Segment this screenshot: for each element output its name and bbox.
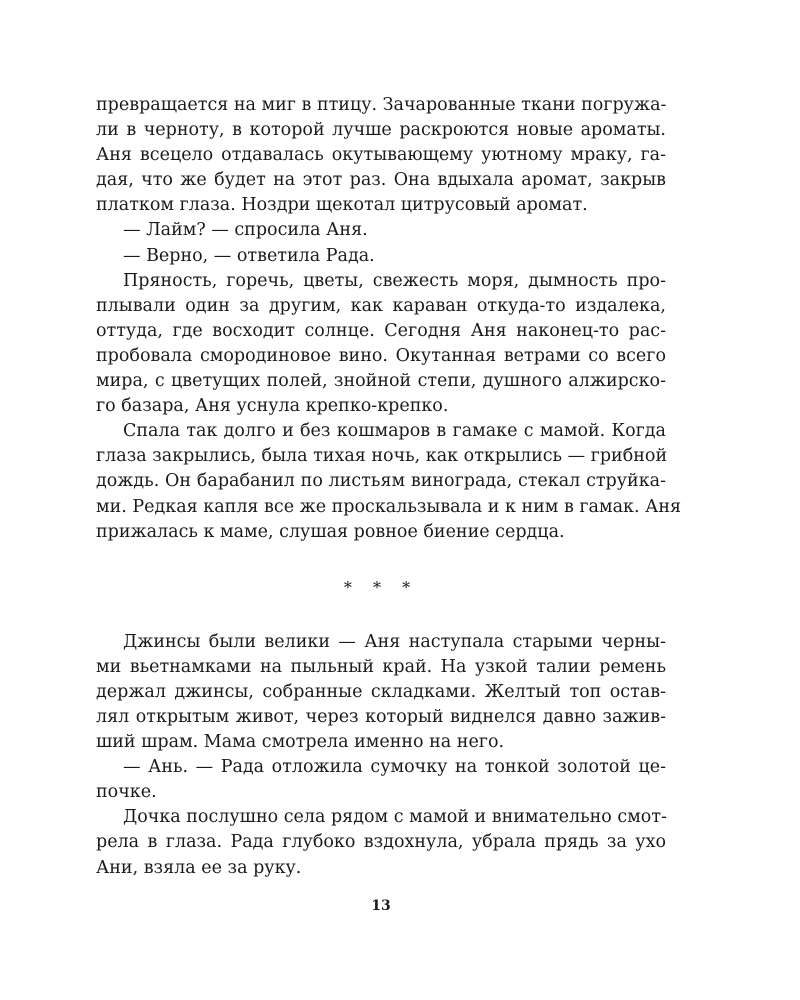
text-line: ли в черноту, в которой лучше раскроются новые ароматы.: [96, 120, 666, 141]
spacer: [96, 600, 666, 630]
dialogue-line: — Ань. — Рада отложила сумочку на тонкой золотой це-: [123, 757, 666, 778]
text-line: лял открытым живот, через который виднелся давно зажив-: [96, 706, 666, 727]
paragraph: [96, 805, 666, 880]
dialogue-line: — Верно, — ответила Рада.: [123, 245, 375, 266]
text-line: Дочка послушно села рядом с мамой и внимательно смот-: [123, 807, 667, 828]
paragraph: [96, 419, 682, 544]
text-line: го базара, Аня уснула крепко-крепко.: [96, 396, 449, 417]
text-line: дая, что же будет на этот раз. Она вдыхала аромат, закрыв: [96, 170, 666, 191]
text-line: держал джинсы, собранные складками. Желтый топ остав-: [96, 681, 666, 702]
text-line: глаза закрылись, была тихая ночь, как открылись — грибной: [96, 446, 668, 467]
dialogue-line: почке.: [96, 782, 157, 803]
text-line: оттуда, где восходит солнце. Сегодня Аня наконец-то рас-: [96, 320, 666, 341]
page-number: 13: [371, 898, 391, 914]
text-line: дождь. Он барабанил по листьям винограда, стекал струйка-: [96, 471, 666, 492]
text-line: плывали один за другим, как караван откуда-то издалека,: [96, 295, 666, 316]
text-line: Ани, взяла ее за руку.: [96, 857, 302, 878]
text-line: Джинсы были велики — Аня наступала старыми черны-: [123, 631, 666, 652]
page-text: [96, 93, 682, 881]
text-line: Спала так долго и без кошмаров в гамаке с мамой. Когда: [123, 421, 666, 442]
text-line: Пряность, горечь, цветы, свежесть моря, дымность про-: [123, 270, 666, 291]
text-line: превращается на миг в птицу. Зачарованные ткани погружа-: [96, 95, 667, 115]
paragraph: [96, 269, 666, 420]
text-line: Аня всецело отдавалась окутывающему уютному мраку, га-: [96, 145, 666, 166]
text-line: мира, с цветущих полей, знойной степи, душного алжирско-: [96, 371, 666, 392]
dialogue: [96, 755, 666, 805]
section-separator: * * *: [343, 577, 419, 597]
dialogue-line: — Лайм? — спросила Аня.: [123, 220, 368, 241]
text-line: прижалась к маме, слушая ровное биение сердца.: [96, 521, 565, 542]
text-line: рела в глаза. Рада глубоко вздохнула, убрала прядь за ухо: [96, 832, 666, 853]
text-line: пробовала смородиновое вино. Окутанная ветрами со всего: [96, 345, 666, 366]
text-line: ший шрам. Мама смотрела именно на него.: [96, 732, 505, 753]
spacer: [96, 545, 666, 575]
text-line: ми вьетнамками на пыльный край. На узкой талии ремень: [96, 656, 666, 677]
text-line: ми. Редкая капля все же проскальзывала и к ним в гамак. Аня: [96, 496, 682, 517]
text-line: платком глаза. Ноздри щекотал цитрусовый аромат.: [96, 195, 588, 216]
paragraph: [96, 93, 666, 218]
paragraph: [96, 630, 666, 755]
dialogue: [96, 218, 666, 268]
